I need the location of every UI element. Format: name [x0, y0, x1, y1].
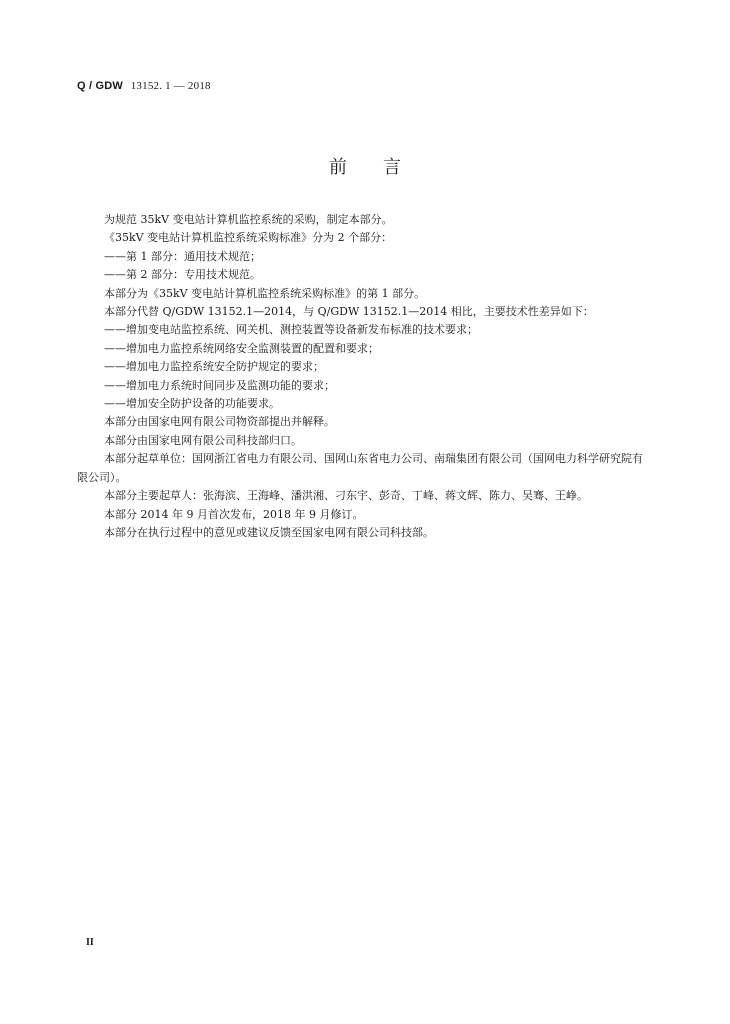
- paragraph: 本部分为《35kV 变电站计算机监控系统采购标准》的第 1 部分。: [104, 286, 426, 300]
- list-item: ——增加安全防护设备的功能要求。: [104, 397, 280, 411]
- list-item: ——第 1 部分：通用技术规范；: [104, 249, 261, 263]
- document-header: [77, 79, 211, 92]
- list-item: ——增加变电站监控系统、网关机、测控装置等设备新发布标准的技术要求；: [104, 323, 478, 337]
- paragraph: 本部分起草单位：国网浙江省电力有限公司、国网山东省电力公司、南瑞集团有限公司（国网电力科学研究院有限公司）。: [77, 452, 643, 484]
- paragraph: 本部分 2014 年 9 月首次发布，2018 年 9 月修订。: [104, 507, 364, 521]
- page-number: II: [86, 937, 94, 948]
- paragraph: 本部分代替 Q/GDW 13152.1—2014，与 Q/GDW 13152.1—2014 相比，主要技术性差异如下：: [104, 305, 594, 319]
- standard-number: 13152. 1 — 2018: [130, 80, 211, 92]
- paragraph: 本部分由国家电网有限公司科技部归口。: [104, 433, 302, 447]
- list-item: ——增加电力监控系统网络安全监测装置的配置和要求；: [104, 341, 379, 355]
- list-item: ——增加电力监控系统安全防护规定的要求；: [104, 360, 324, 374]
- list-item: ——增加电力系统时间同步及监测功能的要求；: [104, 378, 335, 392]
- list-item: ——第 2 部分：专用技术规范。: [104, 268, 261, 282]
- paragraph: 本部分在执行过程中的意见或建议反馈至国家电网有限公司科技部。: [104, 525, 434, 539]
- paragraph: 为规范 35kV 变电站计算机监控系统的采购，制定本部分。: [104, 213, 393, 226]
- standard-code: Q / GDW: [77, 80, 124, 92]
- foreword-body: [77, 211, 647, 542]
- paragraph: 本部分由国家电网有限公司物资部提出并解释。: [104, 415, 335, 429]
- paragraph: 本部分主要起草人：张海滨、王海峰、潘洪湘、刁东宇、彭奇、丁峰、蒋文辉、陈力、吴骞、王峥。: [104, 489, 588, 503]
- page-title: 前言: [329, 157, 437, 178]
- paragraph: 《35kV 变电站计算机监控系统采购标准》分为 2 个部分：: [104, 231, 393, 245]
